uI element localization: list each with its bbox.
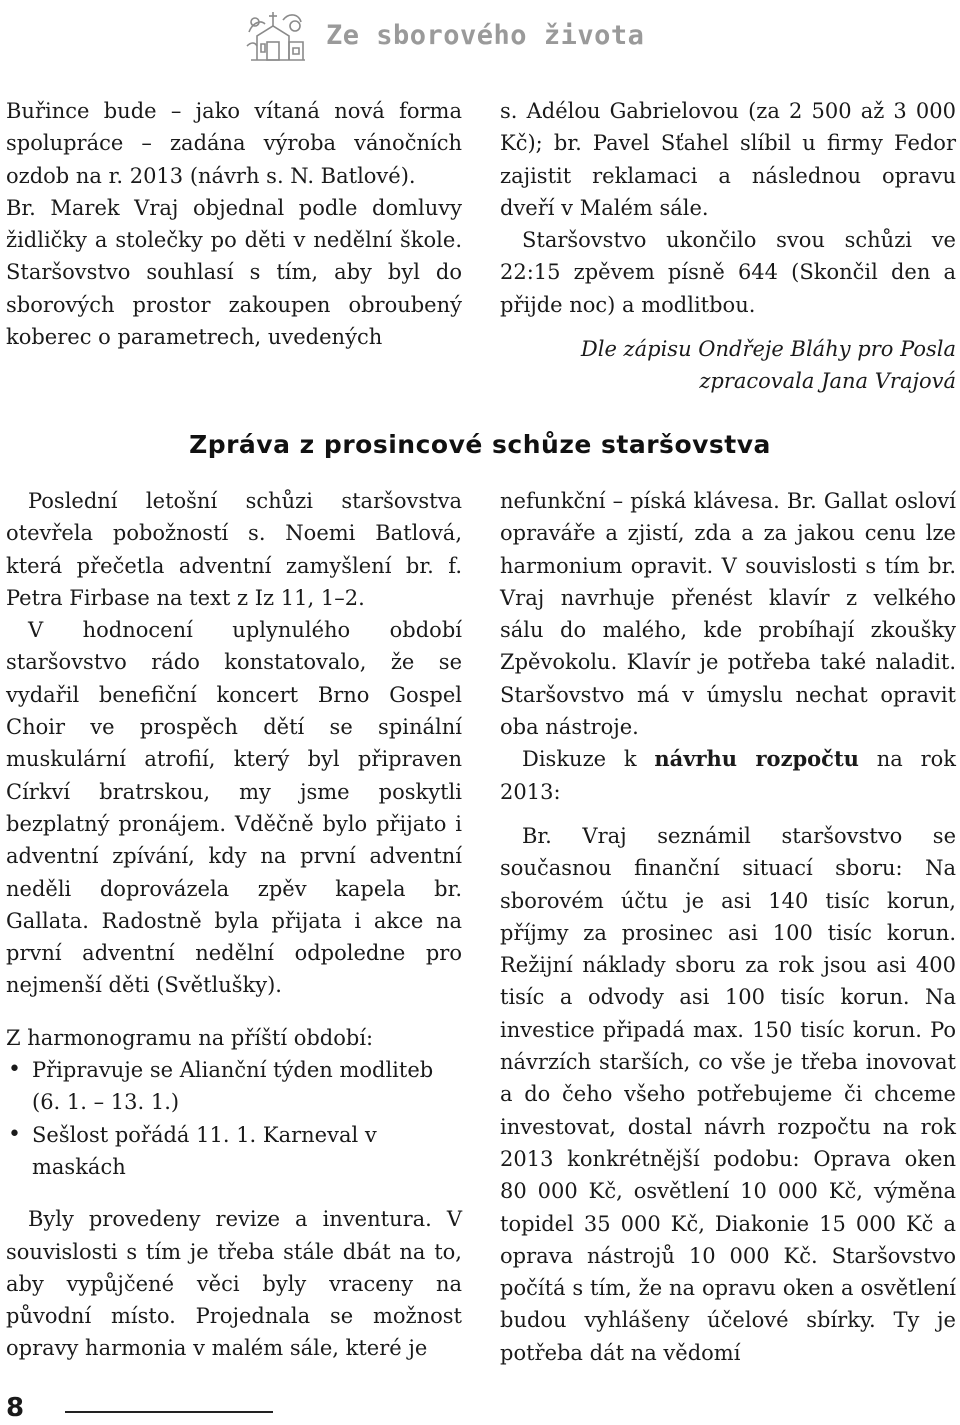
- paragraph: Br. Marek Vraj objednal podle domluvy židličky a stolečky po děti v nedělní škole. Staršovstvo souhlasí s tím, aby byl do sborových prostor zakoupen obroubený koberec o parametrech, uvedených: [6, 195, 462, 350]
- left-column: [6, 485, 462, 1365]
- signature-line: Dle zápisu Ondřeje Bláhy pro Posla: [580, 337, 956, 362]
- section-header-title: Ze sborového života: [326, 20, 645, 51]
- bullet-list: [6, 1054, 462, 1183]
- list-item: • Sešlost pořádá 11. 1. Karneval v maskách: [6, 1119, 462, 1184]
- paragraph: [500, 743, 956, 808]
- bold-term: návrhu rozpočtu: [654, 746, 859, 772]
- text-span: na rok 2013:: [500, 747, 956, 804]
- list-item: • Připravuje se Alianční týden modliteb (6. 1. – 13. 1.): [6, 1054, 462, 1119]
- top-left-column: [6, 95, 462, 353]
- footer-rule: [65, 1411, 273, 1413]
- paragraph: nefunkční – píská klávesa. Br. Gallat osloví opraváře a zjistí, zda a za jakou cenu lze harmonium opravit. V souvislosti s tím br. Vraj navrhuje přenést klavír z velkého sálu do malého, kde probíhají zkoušky Zpěvokolu. Klavír je potřeba také naladit. Staršovstvo má v úmyslu nechat opravit oba nástroje.: [500, 489, 956, 740]
- paragraph: Buřince bude – jako vítaná nová forma spolupráce – zadána výroba vánočních ozdob na r. 2013 (návrh s. N. Batlové).: [6, 99, 462, 188]
- list-heading: Z harmonogramu na příští období:: [6, 1025, 374, 1050]
- paragraph: Byly provedeny revize a inventura. V souvislosti s tím je třeba stále dbát na to, aby vypůjčené věci byly vraceny na původní místo. Projednala se možnost opravy harmonia v malém sále, které je: [6, 1207, 462, 1361]
- right-column: [500, 485, 956, 1369]
- signature-line: zpracovala Jana Vrajová: [699, 369, 956, 394]
- paragraph: Staršovstvo ukončilo svou schůzi ve 22:15 zpěvem písně 644 (Skončil den a přijde noc) a modlitbou.: [500, 228, 956, 317]
- page-number: 8: [6, 1393, 25, 1423]
- page-header: [0, 0, 960, 80]
- paragraph: V hodnocení uplynulého období staršovstvo rádo konstatovalo, že se vydařil benefiční koncert Brno Gospel Choir ve prospěch dětí se spinální muskulární atrofií, který byl připraven Církví bratrskou, my jsme poskytli bezplatný pronájem. Vděčně bylo přijato i adventní zpívání, kdy na první adventní neděli doprovázela zpěv kapela br. Gallata. Radostně byla přijata i akce na první adventní nedělní odpoledne pro nejmenší děti (Světlušky).: [6, 618, 462, 998]
- top-right-column: [500, 95, 956, 397]
- paragraph: Br. Vraj seznámil staršovstvo se současnou finanční situací sboru: Na sborovém účtu je asi 140 tisíc korun, příjmy za prosinec asi 100 tisíc korun. Režijní náklady sboru za rok jsou asi 400 tisíc a odvody asi 100 tisíc korun. Na investice připadá max. 150 tisíc korun. Po návrzích starších, co vše je třeba inovovat a do čeho všeho potřebujeme či chceme investovat, dostal návrh rozpočtu na rok 2013 konkrétnější podobu: Oprava oken 80 000 Kč, osvětlení 10 000 Kč, výměna topidel 35 000 Kč, Diakonie 15 000 Kč a oprava nástrojů 10 000 Kč. Staršovstvo počítá s tím, že na opravu oken a osvětlení budou vyhlášeny účelové sbírky. Ty je potřeba dát na vědomí: [500, 823, 956, 1365]
- article-title: Zpráva z prosincové schůze staršovstva: [189, 430, 771, 459]
- text-span: Diskuze k: [522, 747, 655, 772]
- paragraph: s. Adélou Gabrielovou (za 2 500 až 3 000 Kč); br. Pavel Sťahel slíbil u firmy Fedor zajistit reklamaci a následnou opravu dveří v Malém sále.: [500, 99, 956, 220]
- paragraph: Poslední letošní schůzi staršovstva otevřela pobožností s. Noemi Batlová, která přečetla adventní zamyšlení br. f. Petra Firbase na text z Iz 11, 1–2.: [6, 489, 462, 610]
- church-logo-icon: [243, 2, 313, 64]
